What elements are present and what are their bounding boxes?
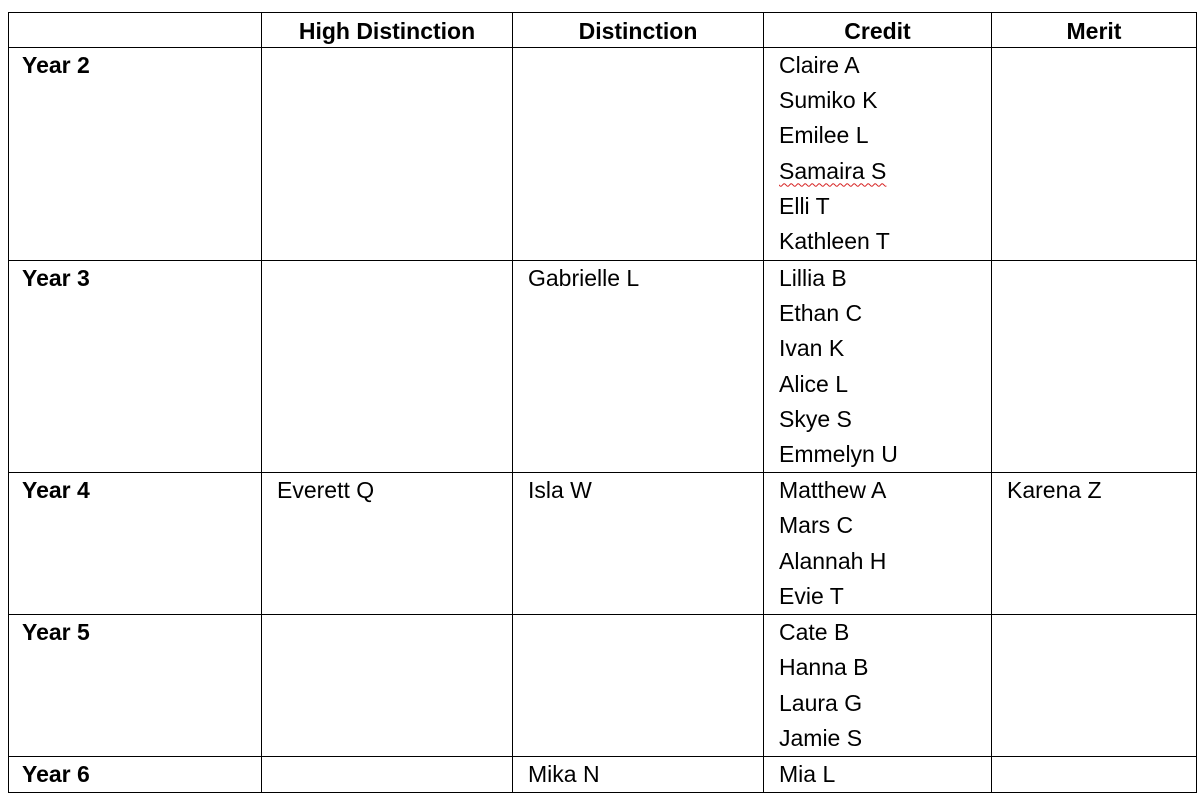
merit-cell <box>992 757 1197 793</box>
student-name: Elli T <box>779 192 830 219</box>
table-row <box>9 473 1197 615</box>
credit-cell <box>764 615 992 757</box>
awards-table-container <box>8 12 1197 793</box>
student-name: Kathleen T <box>779 228 890 255</box>
year-label: Year 6 <box>9 757 262 793</box>
credit-cell <box>764 473 992 615</box>
student-name: Karena Z <box>1007 477 1102 504</box>
header-distinction: Distinction <box>513 13 764 48</box>
student-name: Laura G <box>779 689 863 716</box>
credit-cell <box>764 757 992 793</box>
awards-table <box>8 12 1197 793</box>
header-row <box>9 13 1197 48</box>
header-year <box>9 13 262 48</box>
high-distinction-cell <box>262 261 513 473</box>
year-label: Year 3 <box>9 261 262 473</box>
table-row <box>9 757 1197 793</box>
student-name: Ivan K <box>779 335 845 362</box>
student-name: Evie T <box>779 582 844 609</box>
credit-cell <box>764 48 992 261</box>
student-name: Emmelyn U <box>779 441 898 468</box>
student-name: Mika N <box>528 761 600 788</box>
spellcheck-flagged-word[interactable]: Samaira S <box>779 157 887 184</box>
table-row <box>9 261 1197 473</box>
merit-cell <box>992 473 1197 615</box>
header-merit: Merit <box>992 13 1197 48</box>
student-name-spellcheck <box>779 154 991 189</box>
student-name: Sumiko K <box>779 87 878 114</box>
credit-cell <box>764 261 992 473</box>
student-name: Emilee L <box>779 122 869 149</box>
student-name: Skye S <box>779 405 852 432</box>
header-high-distinction: High Distinction <box>262 13 513 48</box>
student-name: Lillia B <box>779 265 847 291</box>
high-distinction-cell <box>262 48 513 261</box>
student-name: Ethan C <box>779 300 863 327</box>
student-name: Matthew A <box>779 477 887 504</box>
year-label: Year 2 <box>9 48 262 261</box>
distinction-cell <box>513 261 764 473</box>
table-row <box>9 615 1197 757</box>
student-name: Gabrielle L <box>528 265 640 291</box>
student-name: Isla W <box>528 477 592 504</box>
header-credit: Credit <box>764 13 992 48</box>
student-name: Alice L <box>779 370 849 397</box>
table-row <box>9 48 1197 261</box>
year-label: Year 4 <box>9 473 262 615</box>
distinction-cell <box>513 615 764 757</box>
distinction-cell <box>513 473 764 615</box>
student-name: Mia L <box>779 761 836 788</box>
high-distinction-cell <box>262 757 513 793</box>
merit-cell <box>992 615 1197 757</box>
high-distinction-cell <box>262 615 513 757</box>
student-name: Mars C <box>779 512 854 539</box>
merit-cell <box>992 48 1197 261</box>
distinction-cell <box>513 757 764 793</box>
merit-cell <box>992 261 1197 473</box>
distinction-cell <box>513 48 764 261</box>
student-name: Claire A <box>779 52 860 78</box>
student-name: Jamie S <box>779 724 863 751</box>
student-name: Everett Q <box>277 477 375 504</box>
high-distinction-cell <box>262 473 513 615</box>
student-name: Hanna B <box>779 654 869 681</box>
year-label: Year 5 <box>9 615 262 757</box>
student-name: Cate B <box>779 619 850 646</box>
student-name: Alannah H <box>779 547 887 574</box>
